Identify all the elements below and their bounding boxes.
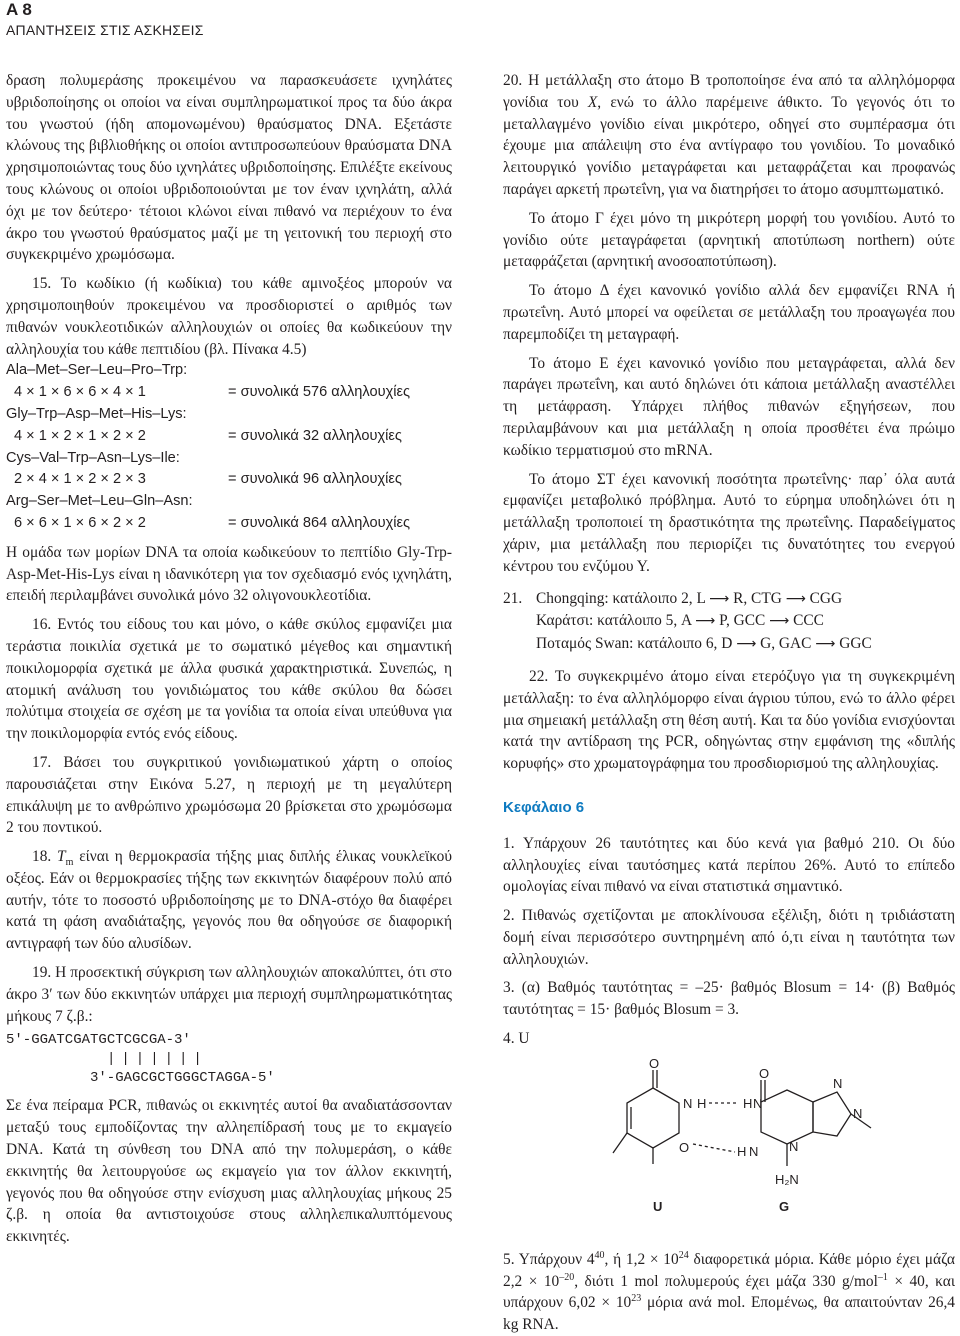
base-pair-structure (503, 1056, 955, 1221)
mutation-label: Chongqing: κατάλοιπο 2, L (536, 589, 706, 607)
atom-label: O (759, 1065, 770, 1081)
mutation-codon: P, GCC (719, 612, 766, 630)
peptide-row (6, 513, 452, 535)
answer-18 (6, 846, 452, 955)
page-number: A 8 (6, 0, 32, 19)
chapter-heading: Κεφάλαιο 6 (503, 798, 585, 816)
answer-21 (503, 588, 955, 656)
mutation-row (536, 610, 872, 633)
mutation-codon-new: GGC (839, 635, 872, 653)
answer-5-text: μόρια ανά mol. Επομένως, θα απαιτούνταν 26,4 kg RNA. (503, 1294, 955, 1334)
exponent: –20 (559, 1271, 575, 1283)
ch6-answer-5 (503, 1249, 955, 1336)
answer-17: 17. Βάσει του συγκριτικού γονιδιωματικού χάρτη ο οποίος παρουσιάζεται στην Εικόνα 5.27, η περιοχή με τη μεγαλύτερη επικάλυψη με το ανθρώπινο χρωμόσωμα 20 βρίσκεται στο χρωμόσωμα 2 του ποντικού. (6, 753, 452, 837)
answer-5-text: × 40, και υπάρχουν 6,02 × 10 (503, 1272, 955, 1312)
answer-5-text: διαφορετικά μόρια. Κάθε μόριο έχει μάζα 2,2 × 10 (503, 1250, 955, 1290)
guanine-label: G (779, 1198, 790, 1214)
arrow-icon: ⟶ (695, 613, 716, 630)
answer-20-person-e: Το άτομο Ε έχει κανονικό γονίδιο που μεταγράφεται, αλλά δεν παράγει πρωτεΐνη, και αυτό δηλώνει ότι κάποια μετάλλαξη αναστέλλει τη μετάφραση. Υπάρχει πλήθος πιθανών εξηγήσεων, που περιλαμβάνουν και μια μετάλλαξη η οποία προσθέτει ένα πρώιμο κωδίκιο τερματισμού στο mRNA. (503, 354, 955, 459)
primer-alignment (6, 1031, 452, 1088)
uracil-label: U (653, 1198, 663, 1214)
peptide-row (6, 426, 452, 448)
answer-5-text: , ή 1,2 × 10 (604, 1250, 679, 1268)
section-title: ΑΠΑΝΤΗΣΕΙΣ ΣΤΙΣ ΑΣΚΗΣΕΙΣ (6, 22, 204, 38)
peptide-row (6, 469, 452, 491)
atom-label: N (853, 1105, 863, 1121)
answer-18-number: 18. (32, 848, 58, 866)
mutation-label: Καράτσι: κατάλοιπο 5, A (536, 612, 692, 630)
atom-label: N (833, 1075, 843, 1091)
primer-top: 5′-GGATCGATGCTCGCGA-3′ (6, 1032, 191, 1049)
atom-label: O (649, 1055, 660, 1071)
exponent: –1 (877, 1271, 888, 1283)
peptide-multiplication: 4 × 1 × 2 × 1 × 2 × 2 (14, 427, 146, 444)
ch6-answer-1: 1. Υπάρχουν 26 ταυτότητες και δύο κενά για βαθμό 210. Οι δύο αλληλουχίες είναι ταυτόσημες κατά περίπου 26%. Αυτό το επίπεδο ομολογίας είναι πιθανό να είναι στατιστικά σημαντικό. (503, 834, 955, 896)
answer-16: 16. Εντός του είδους του και μόνο, ο κάθε σκύλος εμφανίζει μια τεράστια ποικιλία σχετικά με το σωματικό μέγεθος και σημαντική ποικιλομορφία σχετικά με άλλα φυσικά χαρακτηριστικά. Συνεπώς, η ατομική ανάλυση του γονιδιώματος του κάθε σκύλου θα δώσει πολύτιμα στοιχεία σε σχέση με τα γονίδια τα οποία είναι υπεύθυνα για την ποικιλομορφία εντός ενός είδους. (6, 616, 452, 743)
answer-20-text-b: , ενώ το άλλο παρέμεινε άθικτο. Το γεγονός ότι το μεταλλαγμένο γονίδιο είναι μικρότερο, οδηγεί στο συμπέρασμα ότι έχουμε μια απάλειψη στο ένα αντίγραφο του γονιδίου. Το μοναδικό λειτουργικό γονίδιο μεταγράφεται και μεταφράζεται και προφανώς παράγει αρκετή πρωτεΐνη, για να διατηρήσει το άτομο ασυμπτωματικό. (503, 93, 955, 198)
atom-label: H (697, 1095, 707, 1111)
answer-20-person-d: Το άτομο Δ έχει κανονικό γονίδιο αλλά δεν εμφανίζει RNA ή πρωτεΐνη. Αυτό μπορεί να οφείλεται σε μετάλλαξη του προαγωγέα που παρεμποδίζει τη μεταγραφή. (503, 282, 955, 343)
peptide-row (6, 382, 452, 404)
tm-subscript: m (65, 857, 74, 869)
peptide-total: = συνολικά 576 αλληλουχίες (228, 384, 411, 401)
primer-pairs: ||||||| (107, 1051, 208, 1068)
peptide-name: Cys–Val–Trp–Asn–Lys–Ile: (6, 449, 180, 466)
mutation-codon: R, CTG (733, 589, 782, 607)
peptide-total: = συνολικά 96 αλληλουχίες (228, 471, 402, 488)
answer-20-person-st: Το άτομο ΣΤ έχει κανονική ποσότητα πρωτεΐνης· παρ᾽ όλα αυτά εμφανίζει μεταβολικό πρόβλημα. Αυτό το εύρημα υποδηλώνει ότι η μετάλλαξη τροποποιεί τη δραστικότητα της πρωτεΐνης. Παραδείγματος χάριν, μια μετάλλαξη που περιορίζει τις δυνατότητες του ενεργού κέντρου του ενζύμου Υ. (503, 470, 955, 575)
arrow-icon: ⟶ (709, 590, 730, 607)
atom-label: N (683, 1095, 693, 1111)
ch6-answer-4: 4. U (503, 1030, 530, 1048)
answer-15-conclusion: Η ομάδα των μορίων DNA τα οποία κωδικεύουν το πεπτίδιο Gly-Trp-Asp-Met-His-Lys είναι η ιδανικότερη για τον σχεδιασμό ενός ιχνηλάτη, επειδή περιλαμβάνει συνολικά μόνο 32 ολιγονουκλεοτίδια. (6, 543, 452, 605)
answer-20-text-a: 20. Η μετάλλαξη στο άτομο Β τροποποίησε ένα από τα αλληλόμορφα γονίδια του (503, 72, 955, 111)
answer-19: 19. Η προσεκτική σύγκριση των αλληλουχιών αποκαλύπτει, ότι στο άκρο 3′ των δύο εκκινητών υπάρχει μια περιοχή συμπληρωματικότητας μήκους 7 ζ.β.: (6, 964, 452, 1025)
peptide-multiplication: 6 × 6 × 1 × 6 × 2 × 2 (14, 514, 146, 531)
right-column (503, 70, 955, 1336)
mutation-row (536, 588, 872, 611)
answer-14-continuation: δραση πολυμεράσης προκειμένου να παρασκευάσετε ιχνηλάτες υβριδοποίησης οι οποίοι να είναι συμπληρωματικοί προς τα δύο άκρα του γνωστού (ήδη απομονωμένου) θραύσματος DNA. Εξετάστε κλώνους της βιβλιοθήκης οι οποίοι αντιπροσωπεύουν θραύσματα DNA χρησιμοποιώντας τους δύο ιχνηλάτες υβριδοποίησης. Επιλέξτε εκείνους τους κλώνους οι οποίοι υβριδοποιούνται με τον έναν ιχνηλάτη, αλλά όχι με τον δεύτερο· τέτοιοι κλώνοι είναι πιθανό να περιέχουν το ένα άκρο του γνωστού θραύσματος μαζί με τη γειτονική του περιοχή στο συγκεκριμένο χρωμόσωμα. (6, 72, 452, 264)
atom-label: H (737, 1143, 747, 1159)
mutation-list (536, 588, 872, 656)
peptide-total: = συνολικά 32 αλληλουχίες (228, 427, 402, 444)
x-symbol: X (587, 93, 598, 111)
mutation-label: Ποταμός Swan: κατάλοιπο 6, D (536, 635, 733, 653)
peptide-multiplication: 2 × 4 × 1 × 2 × 2 × 3 (14, 471, 146, 488)
answer-20-person-g: Το άτομο Γ έχει μόνο τη μικρότερη μορφή του γονιδίου. Αυτό το γονίδιο ούτε μεταγράφεται (αρνητική αποτύπωση northern) ούτε μεταφράζεται (αρνητική ανοσοαποτύπωση). (503, 209, 955, 271)
answer-22: 22. Το συγκεκριμένο άτομο είναι ετερόζυγο για τη συγκεκριμένη μετάλλαξη: το ένα αλληλόμορφο είναι άγριου τύπου, ενώ το άλλο φέρει μια σημειακή μετάλλαξη στη θέση αυτή. Και τα δύο γονίδια ενισχύονται κατά την αντίδραση της PCR, οδηγώντας στην εμφάνιση της «διπλής κορυφής» στο χρωματογράφημα του προσδιορισμού της αλληλουχίας. (503, 667, 955, 773)
answer-15: 15. Το κωδίκιο (ή κωδίκια) του κάθε αμινοξέος μπορούν να χρησιμοποιηθούν προκειμένου να προσδιοριστεί ο αριθμός των πιθανών νουκλεοτιδικών αλληλουχιών οι οποίες θα κωδικεύουν την αλληλουχία του κάθε πεπτιδίου (βλ. Πίνακα 4.5) (6, 275, 452, 358)
exponent: 24 (678, 1249, 689, 1261)
answer-19-end: Σε ένα πείραμα PCR, πιθανώς οι εκκινητές αυτοί θα αναδιατάσσονταν μεταξύ τους εμποδίζοντας την αλληεπίδρασή τους με το εκμαγείο DNA. Κατά τη σύνθεση του DNA από την πολυμεράση, ο κάθε εκκινητής θα λειτουργούσε ως εκμαγείο για τον άλλον εκκινητή, γεγονός που θα οδηγούσε στην ενίσχυση μιας αλληλουχίας μήκους 25 ζ.β. η οποία θα αντιστοιχούσε στους αλληλεπικαλυπτόμενους εκκινητές. (6, 1097, 452, 1246)
peptide-name: Ala–Met–Ser–Leu–Pro–Trp: (6, 362, 188, 379)
atom-label: N (789, 1138, 799, 1154)
arrow-icon: ⟶ (815, 636, 836, 653)
peptide-name: Arg–Ser–Met–Leu–Gln–Asn: (6, 493, 193, 510)
peptide-total: = συνολικά 864 αλληλουχίες (228, 514, 411, 531)
uracil-guanine-diagram (503, 1056, 903, 1196)
left-column (6, 70, 452, 1248)
exponent: 23 (631, 1293, 642, 1305)
peptide-name: Gly–Trp–Asp–Met–His–Lys: (6, 405, 187, 422)
atom-label: H (743, 1095, 753, 1111)
tm-symbol: T (57, 848, 66, 866)
peptide-list (6, 360, 452, 534)
ch6-answer-3: 3. (α) Βαθμός ταυτότητας = –25· βαθμός Blosum = 14· (β) Βαθμός ταυτότητας = 15· βαθμός Blosum = 3. (503, 979, 955, 1019)
answer-21-number: 21. (503, 589, 523, 607)
primer-bottom: 3′-GAGCGCTGGGCTAGGA-5′ (90, 1070, 275, 1087)
answer-20 (503, 70, 955, 201)
mutation-codon-new: CGG (809, 589, 843, 607)
mutation-codon-new: CCC (793, 612, 824, 630)
exponent: 40 (594, 1249, 605, 1261)
mutation-codon: G, GAC (760, 635, 812, 653)
answer-5-text: 5. Υπάρχουν 4 (503, 1250, 595, 1268)
atom-label: N (753, 1095, 763, 1111)
atom-label: H₂N (775, 1171, 799, 1187)
mutation-row (536, 633, 872, 656)
peptide-multiplication: 4 × 1 × 6 × 6 × 4 × 1 (14, 384, 146, 401)
arrow-icon: ⟶ (736, 636, 757, 653)
arrow-icon: ⟶ (769, 613, 790, 630)
atom-label: N (749, 1143, 759, 1159)
atom-label: O (679, 1139, 690, 1155)
ch6-answer-2: 2. Πιθανώς σχετίζονται με αποκλίνουσα εξέλιξη, διότι η τριδιάστατη δομή είναι περισσότερο συντηρημένη από ό,τι είναι η ταυτότητα των αλληλουχιών. (503, 907, 955, 968)
arrow-icon: ⟶ (785, 590, 806, 607)
answer-5-text: , διότι 1 mol πολυμερούς έχει μάζα 330 g/mol (574, 1272, 878, 1290)
answer-18-text: είναι η θερμοκρασία τήξης μιας διπλής έλικας νουκλεϊκού οξέος. Εάν οι θερμοκρασίες τήξης των εκκινητών διαφέρουν πολύ από αυτήν, τότε το ποσοστό υβριδοποίησης με το DNA-στόχο θα διαφέρει κατά τη φάση αναδιάταξης, γεγονός που θα οδηγούσε σε διαφορική αντιγραφή των δύο αλυσίδων. (6, 848, 452, 953)
